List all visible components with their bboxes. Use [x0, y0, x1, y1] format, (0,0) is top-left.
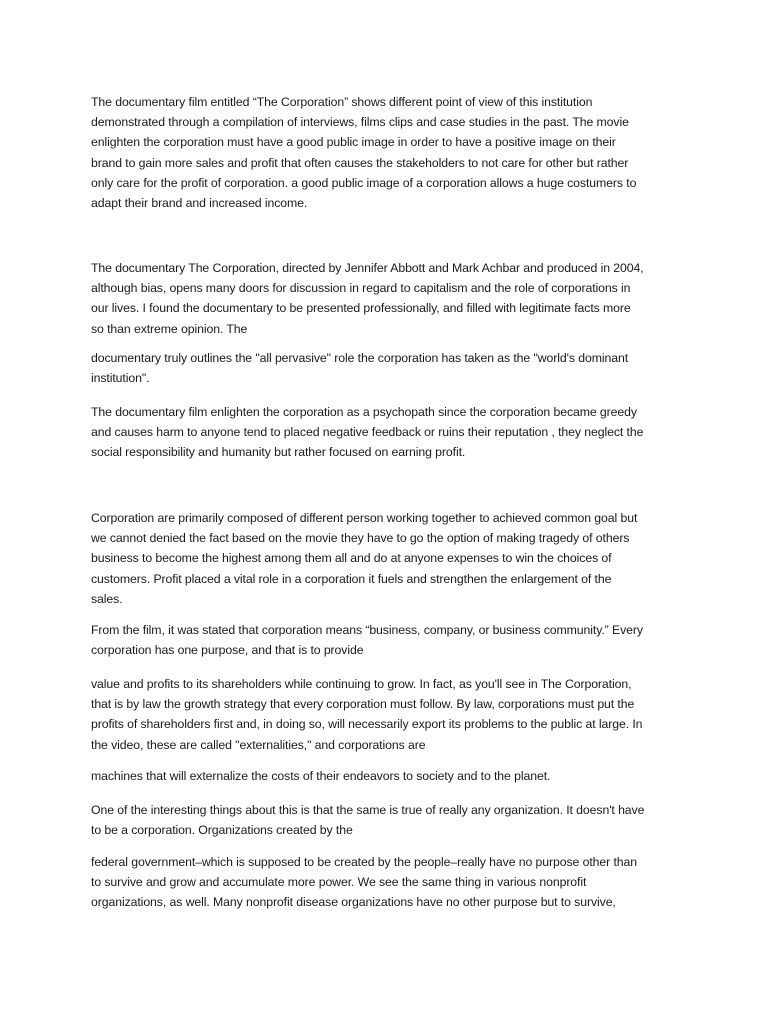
paragraph-8: machines that will externalize the costs of their endeavors to society and to the planet. — [91, 769, 551, 783]
paragraph-5: Corporation are primarily composed of different person working together to achieved common goal but we cannot denied the fact based on the movie they have to go the option of making tragedy of others business to become the highest among them all and do at anyone expenses to win the choices of customers. Profit placed a vital role in a corporation it fuels and strengthen the enlargement of the sales. — [91, 511, 638, 606]
paragraph-9: One of the interesting things about this is that the same is true of really any organization. It doesn't have to be a corporation. Organizations created by the — [91, 803, 645, 838]
paragraph-4: The documentary film enlighten the corporation as a psychopath since the corporation became greedy and causes harm to anyone tend to placed negative feedback or ruins their reputation , they neglect the social responsibility and humanity but rather focused on earning profit. — [91, 405, 644, 460]
paragraph-2: The documentary The Corporation, directed by Jennifer Abbott and Mark Achbar and produced in 2004, although bias, opens many doors for discussion in regard to capitalism and the role of corporations in our lives. I found the documentary to be presented professionally, and filled with legitimate facts more so than extreme opinion. The — [91, 261, 644, 336]
paragraph-7: value and profits to its shareholders while continuing to grow. In fact, as you'll see in The Corporation, that is by law the growth strategy that every corporation must follow. By law, corporations must put the profits of shareholders first and, in doing so, will necessarily export its problems to the public at large. In the video, these are called "externalities," and corporations are — [91, 677, 643, 752]
paragraph-10: federal government–which is supposed to be created by the people–really have no purpose other than to survive and grow and accumulate more power. We see the same thing in various nonprofit organizations, as well. Many nonprofit disease organizations have no other purpose but to survive, — [91, 855, 637, 910]
paragraph-6: From the film, it was stated that corporation means “business, company, or business community.” Every corporation has one purpose, and that is to provide — [91, 623, 643, 658]
paragraph-3: documentary truly outlines the "all pervasive" role the corporation has taken as the "world's dominant institution". — [91, 351, 629, 386]
paragraph-1: The documentary film entitled “The Corporation” shows different point of view of this institution demonstrated through a compilation of interviews, films clips and case studies in the past. The movie enlighten the corporation must have a good public image in order to have a positive image on their brand to gain more sales and profit that often causes the stakeholders to not care for other but rather only care for the profit of corporation. a good public image of a corporation allows a huge costumers to adapt their brand and increased income. — [91, 95, 637, 211]
